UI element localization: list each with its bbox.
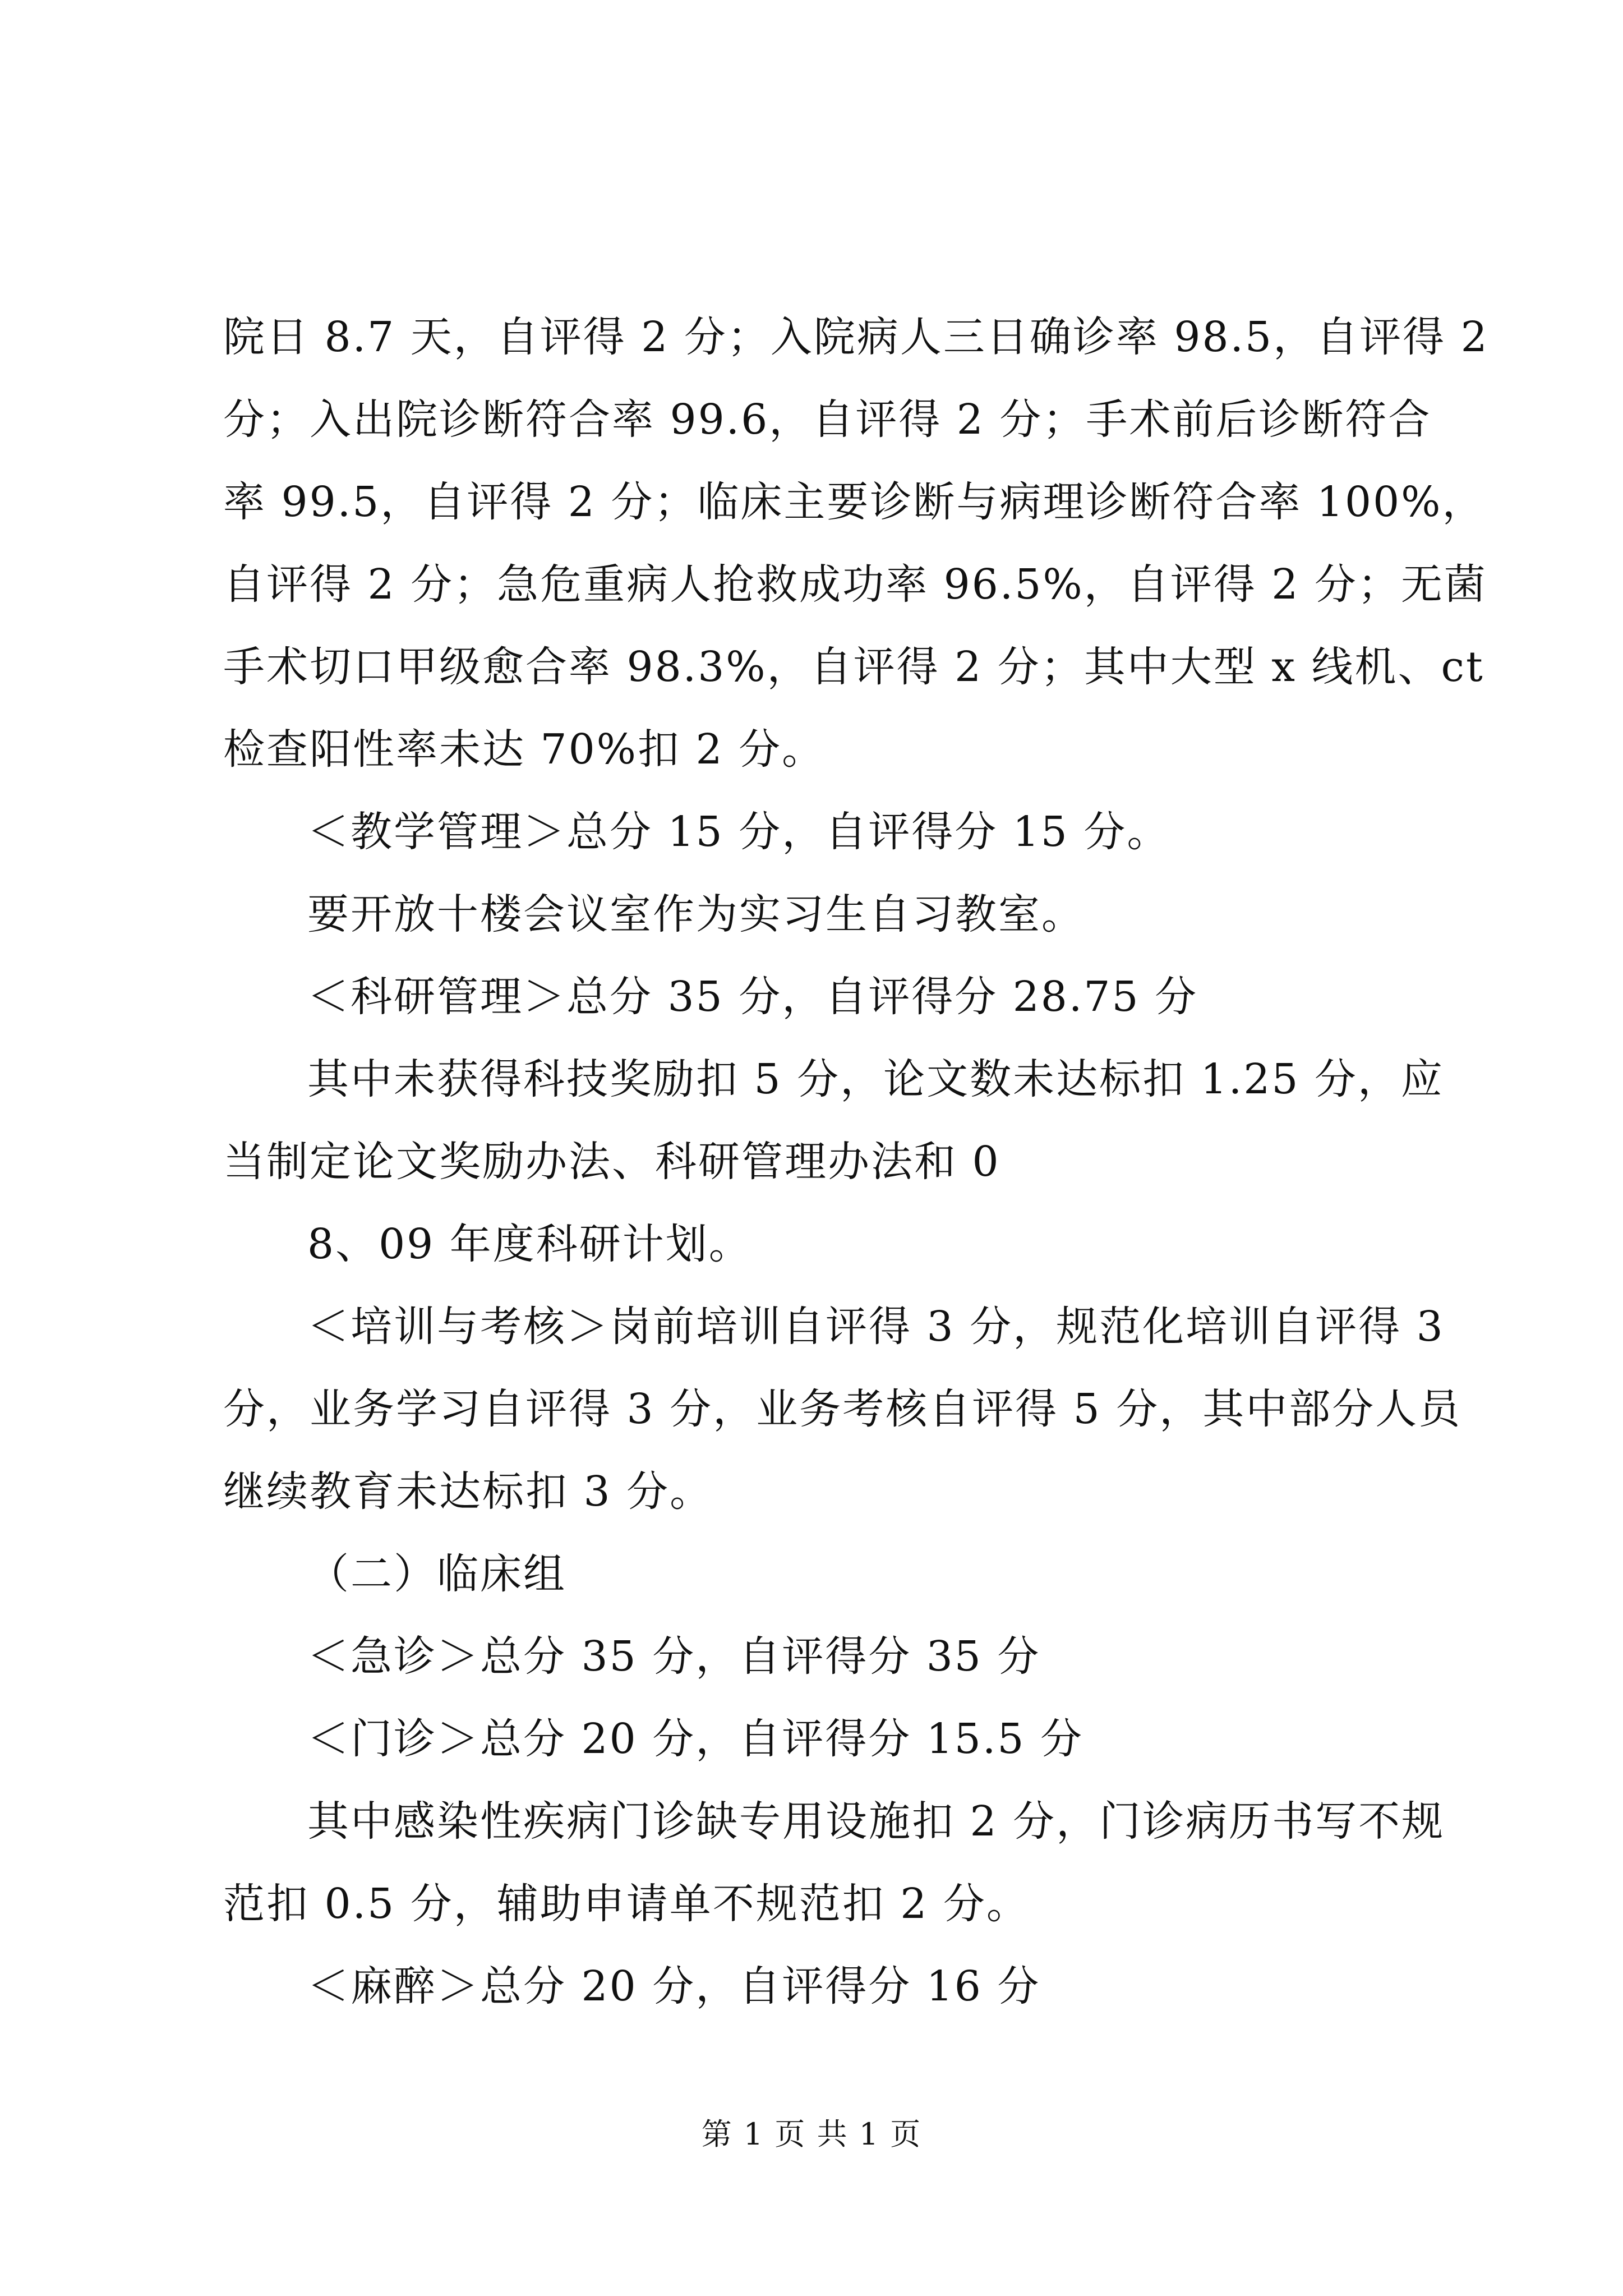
body-line: 要开放十楼会议室作为实习生自习教室。 — [307, 890, 1085, 938]
body-line: 继续教育未达标扣 3 分。 — [223, 1467, 713, 1516]
body-line: 当制定论文奖励办法、科研管理办法和 0 — [223, 1138, 1000, 1186]
body-line: 其中未获得科技奖励扣 5 分，论文数未达标扣 1.25 分，应 — [307, 1055, 1444, 1103]
section-heading-emergency: ＜急诊＞总分 35 分，自评得分 35 分 — [307, 1632, 1041, 1681]
body-line: 院日 8.7 天，自评得 2 分；入院病人三日确诊率 98.5，自评得 2 — [223, 313, 1489, 361]
section-heading-training: ＜培训与考核＞岗前培训自评得 3 分，规范化培训自评得 3 — [307, 1303, 1445, 1351]
section-heading-research: ＜科研管理＞总分 35 分，自评得分 28.75 分 — [307, 973, 1198, 1021]
body-line: 分，业务学习自评得 3 分，业务考核自评得 5 分，其中部分人员 — [223, 1385, 1462, 1433]
page-number-footer: 第 1 页 共 1 页 — [701, 2116, 922, 2152]
body-line: 检查阳性率未达 70%扣 2 分。 — [223, 725, 826, 774]
document-body — [223, 296, 1489, 2028]
body-line: 率 99.5，自评得 2 分；临床主要诊断与病理诊断符合率 100%， — [223, 478, 1486, 526]
section-heading-anesthesia: ＜麻醉＞总分 20 分，自评得分 16 分 — [307, 1962, 1041, 2010]
section-heading-outpatient: ＜门诊＞总分 20 分，自评得分 15.5 分 — [307, 1715, 1084, 1763]
body-line: 分；入出院诊断符合率 99.6，自评得 2 分；手术前后诊断符合 — [223, 395, 1432, 444]
body-line: 手术切口甲级愈合率 98.3%，自评得 2 分；其中大型 x 线机、ct — [223, 643, 1484, 691]
body-line: 范扣 0.5 分，辅助申请单不规范扣 2 分。 — [223, 1880, 1030, 1928]
body-line: 自评得 2 分；急危重病人抢救成功率 96.5%，自评得 2 分；无菌 — [223, 560, 1487, 609]
section-heading-teaching: ＜教学管理＞总分 15 分，自评得分 15 分。 — [307, 808, 1170, 856]
body-line: 8、09 年度科研计划。 — [307, 1220, 752, 1268]
subsection-heading-clinical: （二）临床组 — [307, 1550, 566, 1598]
body-line: 其中感染性疾病门诊缺专用设施扣 2 分，门诊病历书写不规 — [307, 1797, 1445, 1846]
